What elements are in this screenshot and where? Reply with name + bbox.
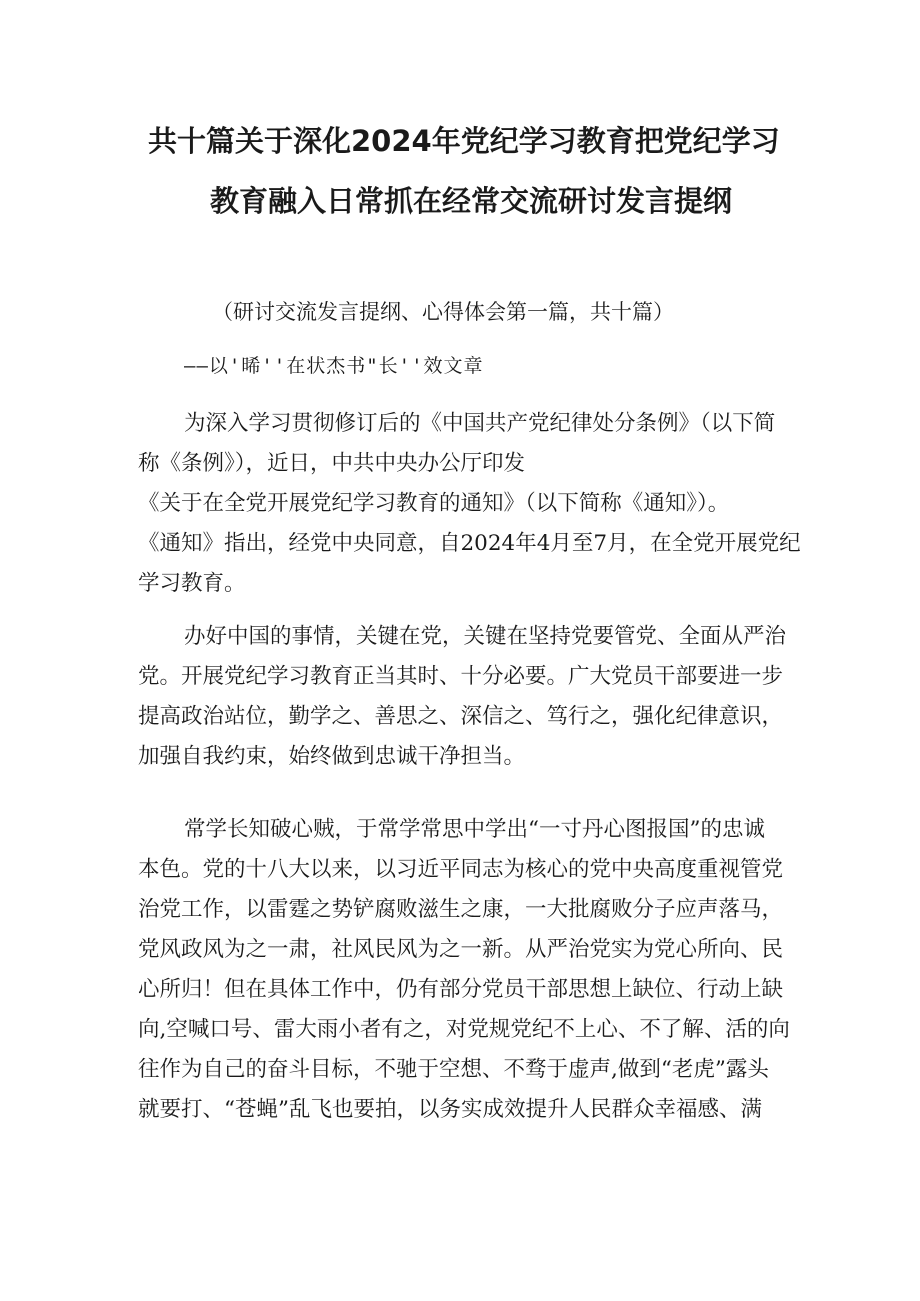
paragraph-line: 党风政风为之一肃，社风民风为之一新。从严治党实为党心所向、民 (138, 937, 784, 962)
document-subtitle: （研讨交流发言提纲、心得体会第一篇，共十篇） (212, 300, 674, 324)
paragraph-line: 为深入学习贯彻修订后的《中国共产党纪律处分条例》（以下简 (184, 411, 776, 436)
document-byline: ——以'晞''在状杰书"长''效文章 (184, 355, 484, 377)
paragraph-line: 党。开展党纪学习教育正当其时、十分必要。广大党员干部要进一步 (138, 664, 784, 689)
paragraph-line: 就要打、“苍蝇”乱飞也要拍，以务实成效提升人民群众幸福感、满 (138, 1097, 762, 1122)
paragraph-line: 称《条例》），近日，中共中央办公厅印发 (138, 451, 526, 476)
paragraph-line: 向,空喊口号、雷大雨小者有之，对党规党纪不上心、不了解、活的向 (138, 1017, 790, 1042)
paragraph-line: 办好中国的事情，关键在党，关键在坚持党要管党、全面从严治 (184, 624, 787, 649)
paragraph-line: 治党工作，以雷霆之势铲腐败滋生之康，一大批腐败分子应声落马， (138, 897, 784, 922)
paragraph-line: 《关于在全党开展党纪学习教育的通知》（以下简称《通知》）。 (138, 491, 730, 516)
paragraph-line: 心所归！但在具体工作中，仍有部分党员干部思想上缺位、行动上缺 (138, 977, 784, 1002)
paragraph-line: 本色。党的十八大以来，以习近平同志为核心的党中央高度重视管党 (138, 857, 784, 882)
paragraph-line: 学习教育。 (138, 571, 246, 596)
paragraph-line: 加强自我约束，始终做到忠诚干净担当。 (138, 744, 526, 769)
paragraph-line: 《通知》指出，经党中央同意，自2024年4月至7月，在全党开展党纪 (138, 531, 801, 556)
paragraph-3 (138, 810, 798, 1130)
paragraph-line: 常学长知破心贼，于常学常思中学出“一寸丹心图报国”的忠诚 (184, 817, 765, 842)
document-title-line-2: 教育融入日常抓在经常交流研讨发言提纲 (210, 184, 733, 218)
paragraph-2 (138, 617, 798, 777)
paragraph-1 (138, 404, 801, 604)
document-title-line-1: 共十篇关于深化2024年党纪学习教育把党纪学习 (148, 124, 780, 158)
paragraph-line: 提高政治站位，勤学之、善思之、深信之、笃行之，强化纪律意识， (138, 704, 784, 729)
paragraph-line: 往作为自己的奋斗目标，不驰于空想、不骛于虚声,做到“老虎”露头 (138, 1057, 769, 1082)
